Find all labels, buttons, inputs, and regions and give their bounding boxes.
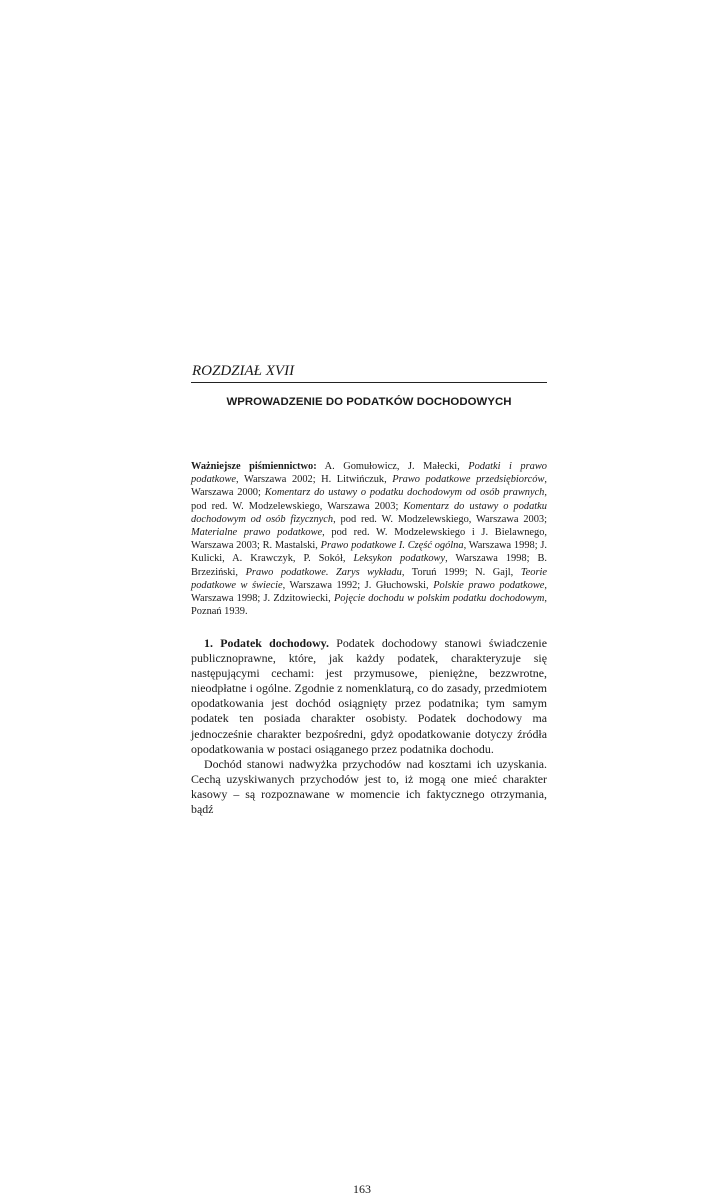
bibliography-text: , Warszawa 1998; B. Brzeziński, bbox=[191, 553, 547, 578]
bibliography-title: Podatki i prawo podatkowe bbox=[191, 461, 547, 486]
bibliography-text: , pod red. W. Modzelewskiego, Warszawa 2003; bbox=[333, 513, 548, 525]
body-text bbox=[191, 636, 547, 817]
bibliography-title: Teorie podatkowe w świecie bbox=[191, 566, 548, 591]
paragraph-1 bbox=[191, 636, 547, 757]
bibliography-title: Prawo podatkowe przedsiębiorców bbox=[392, 474, 545, 486]
bibliography-text: , Toruń 1999; N. Gajl, bbox=[401, 566, 521, 578]
bibliography-title: Materialne prawo podatkowe bbox=[191, 527, 323, 539]
bibliography-title: Prawo podatkowe. Zarys wykładu bbox=[245, 566, 402, 578]
bibliography-title: Komentarz do ustawy o podatku dochodowym od osób prawnych bbox=[264, 487, 545, 499]
paragraph-1-text: Podatek dochodowy stanowi świadczenie publicznoprawne, które, jak każdy podatek, charakteryzuje się następującymi cechami: jest przymusowe, pieniężne, bezzwrotne, nieodpłatne i ogólne. Zgodnie z nomenklaturą, co do zasady, przedmiotem opodatkowania jest dochód osiągnięty przez podatnika; tym samym podatek ten posiada charakter osobisty. Podatek dochodowy ma jednocześnie charakter bezpośredni, gdyż opodatkowanie dotyczy źródła opodatkowania w postaci osiąganego przez podatnika dochodu. bbox=[191, 636, 547, 756]
paragraph-lead: 1. Podatek dochodowy. bbox=[204, 636, 329, 650]
page-number: 163 bbox=[353, 1182, 371, 1196]
bibliography bbox=[191, 460, 547, 618]
page-content bbox=[191, 362, 548, 1196]
chapter-heading: ROZDZIAŁ XVII bbox=[191, 362, 547, 383]
bibliography-text: , Warszawa 2000; bbox=[191, 474, 547, 499]
bibliography-title: Pojęcie dochodu w polskim podatku dochodowym bbox=[333, 593, 545, 605]
bibliography-title: Polskie prawo podatkowe bbox=[433, 579, 545, 591]
bibliography-text: , pod red. W. Modzelewskiego i J. Bielawnego, Warszawa 2003; R. Mastalski, bbox=[191, 527, 547, 552]
paragraph-2: Dochód stanowi nadwyżka przychodów nad kosztami ich uzyskania. Cechą uzyskiwanych przychodów jest to, iż mogą one mieć charakter kasowy – są rozpoznawane w momencie ich faktycznego otrzymania, bądź bbox=[191, 756, 547, 817]
bibliography-text: , Warszawa 1998; J. Kulicki, A. Krawczyk, P. Sokół, bbox=[191, 540, 547, 565]
bibliography-text: , pod red. W. Modzelewskiego, Warszawa 2003; bbox=[191, 487, 547, 512]
bibliography-title: Prawo podatkowe I. Część ogólna bbox=[320, 540, 464, 552]
bibliography-text: , Poznań 1939. bbox=[191, 593, 548, 618]
bibliography-text: A. Gomułowicz, J. Małecki, bbox=[316, 461, 469, 472]
bibliography-title: Komentarz do ustawy o podatku dochodowym od osób fizycznych bbox=[191, 500, 547, 525]
bibliography-entries bbox=[191, 461, 547, 617]
bibliography-heading: Ważniejsze piśmiennictwo: bbox=[191, 461, 317, 472]
bibliography-text: , Warszawa 1992; J. Głuchowski, bbox=[282, 579, 434, 591]
section-title: WPROWADZENIE DO PODATKÓW DOCHODOWYCH bbox=[226, 396, 512, 408]
bibliography-text: , Warszawa 2002; H. Litwińczuk, bbox=[236, 474, 393, 486]
bibliography-title: Leksykon podatkowy bbox=[353, 553, 446, 565]
bibliography-text: , Warszawa 1998; J. Zdzitowiecki, bbox=[191, 579, 548, 605]
